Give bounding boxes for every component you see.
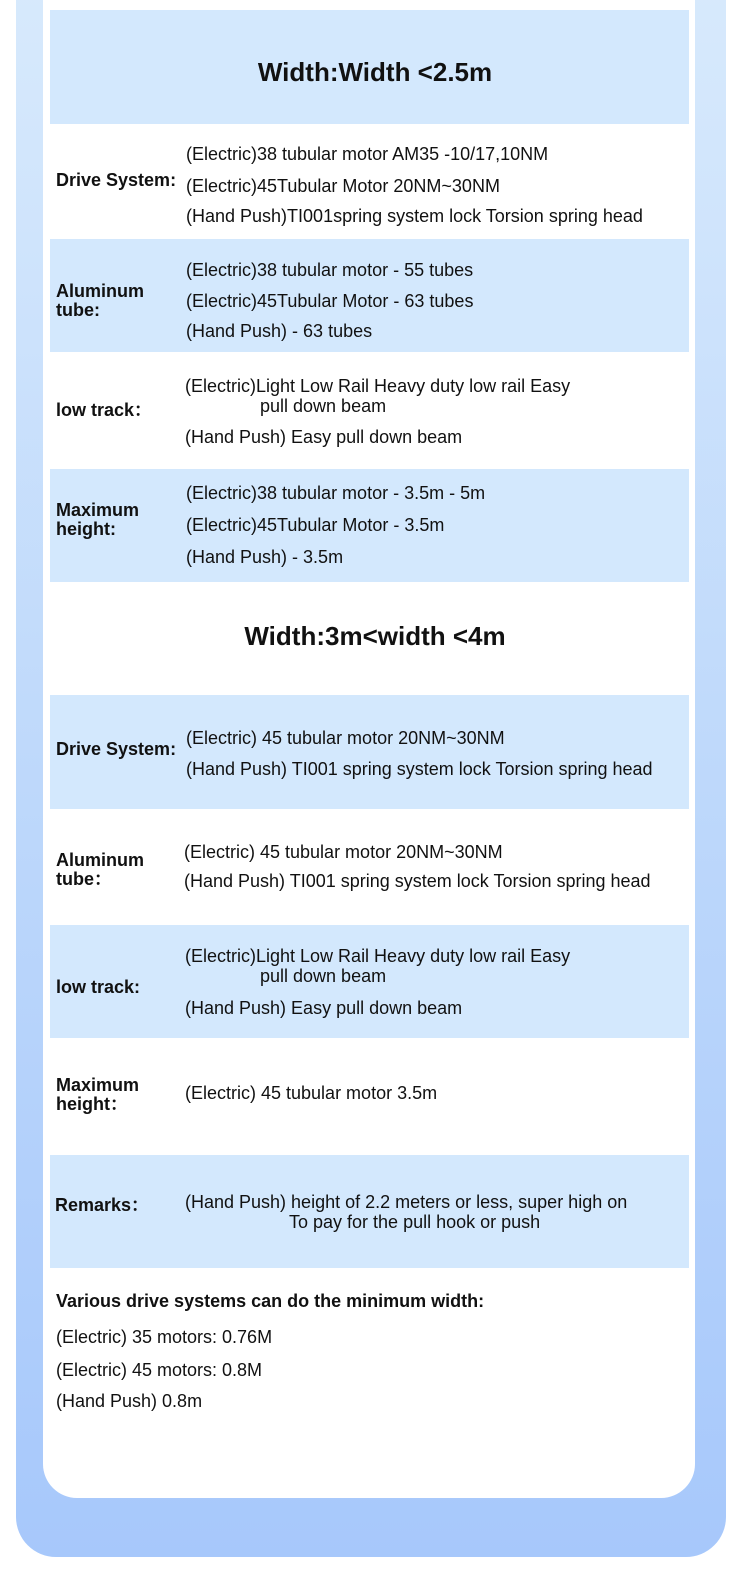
s2-drive-line-1: (Electric) 45 tubular motor 20NM~30NM <box>186 728 505 748</box>
s1-drive-label: Drive System: <box>56 170 177 190</box>
s1-tube-line-3: (Hand Push) - 63 tubes <box>186 321 373 341</box>
section1-title: Width:Width <2.5m <box>257 57 493 87</box>
s2-track-line-1a: (Electric)Light Low Rail Heavy duty low rail Easy <box>185 946 571 966</box>
s2-remarks-line-2: To pay for the pull hook or push <box>289 1212 541 1232</box>
footer-line-2: (Electric) 45 motors: 0.8M <box>56 1360 263 1380</box>
s1-height-label-2: height: <box>56 519 116 539</box>
s2-track-line-1b: pull down beam <box>260 966 387 986</box>
s2-track-label: low track: <box>56 977 141 997</box>
footer-line-3: (Hand Push) 0.8m <box>56 1391 203 1411</box>
s1-height-line-1: (Electric)38 tubular motor - 3.5m - 5m <box>186 483 486 503</box>
s2-tube-line-1: (Electric) 45 tubular motor 20NM~30NM <box>184 842 503 862</box>
s1-drive-line-1: (Electric)38 tubular motor AM35 -10/17,10NM <box>186 144 549 164</box>
s2-remarks-label: Remarks： <box>55 1195 150 1215</box>
s1-height-line-3: (Hand Push) - 3.5m <box>186 547 344 567</box>
s1-drive-line-3: (Hand Push)TI001spring system lock Torsion spring head <box>186 206 643 226</box>
s1-track-label: low track： <box>56 400 153 420</box>
s1-track-line-2: (Hand Push) Easy pull down beam <box>185 427 463 447</box>
s2-height-label-2: height： <box>56 1094 128 1114</box>
s1-drive-line-2: (Electric)45Tubular Motor 20NM~30NM <box>186 176 500 196</box>
s2-height-label-1: Maximum <box>56 1075 140 1095</box>
s1-tube-line-2: (Electric)45Tubular Motor - 63 tubes <box>186 291 474 311</box>
s2-tube-label-2: tube： <box>56 869 112 889</box>
s1-track-line-1a: (Electric)Light Low Rail Heavy duty low rail Easy <box>185 376 571 396</box>
section2-title: Width:3m<width <4m <box>244 621 506 651</box>
s2-drive-label: Drive System: <box>56 739 177 759</box>
s2-tube-line-2: (Hand Push) TI001 spring system lock Torsion spring head <box>184 871 651 891</box>
s2-tube-label-1: Aluminum <box>56 850 144 870</box>
s2-track-line-2: (Hand Push) Easy pull down beam <box>185 998 463 1018</box>
footer-heading: Various drive systems can do the minimum width: <box>56 1291 485 1311</box>
footer-line-1: (Electric) 35 motors: 0.76M <box>56 1327 273 1347</box>
s1-track-line-1b: pull down beam <box>260 396 387 416</box>
s1-height-label-1: Maximum <box>56 500 140 520</box>
s1-height-line-2: (Electric)45Tubular Motor - 3.5m <box>186 515 445 535</box>
s2-remarks-line-1: (Hand Push) height of 2.2 meters or less, super high on <box>185 1192 628 1212</box>
s2-drive-line-2: (Hand Push) TI001 spring system lock Torsion spring head <box>186 759 653 779</box>
s1-tube-line-1: (Electric)38 tubular motor - 55 tubes <box>186 260 474 280</box>
s1-tube-label-1: Aluminum <box>56 281 144 301</box>
s2-height-line: (Electric) 45 tubular motor 3.5m <box>185 1083 438 1103</box>
s1-tube-label-2: tube: <box>56 300 100 320</box>
